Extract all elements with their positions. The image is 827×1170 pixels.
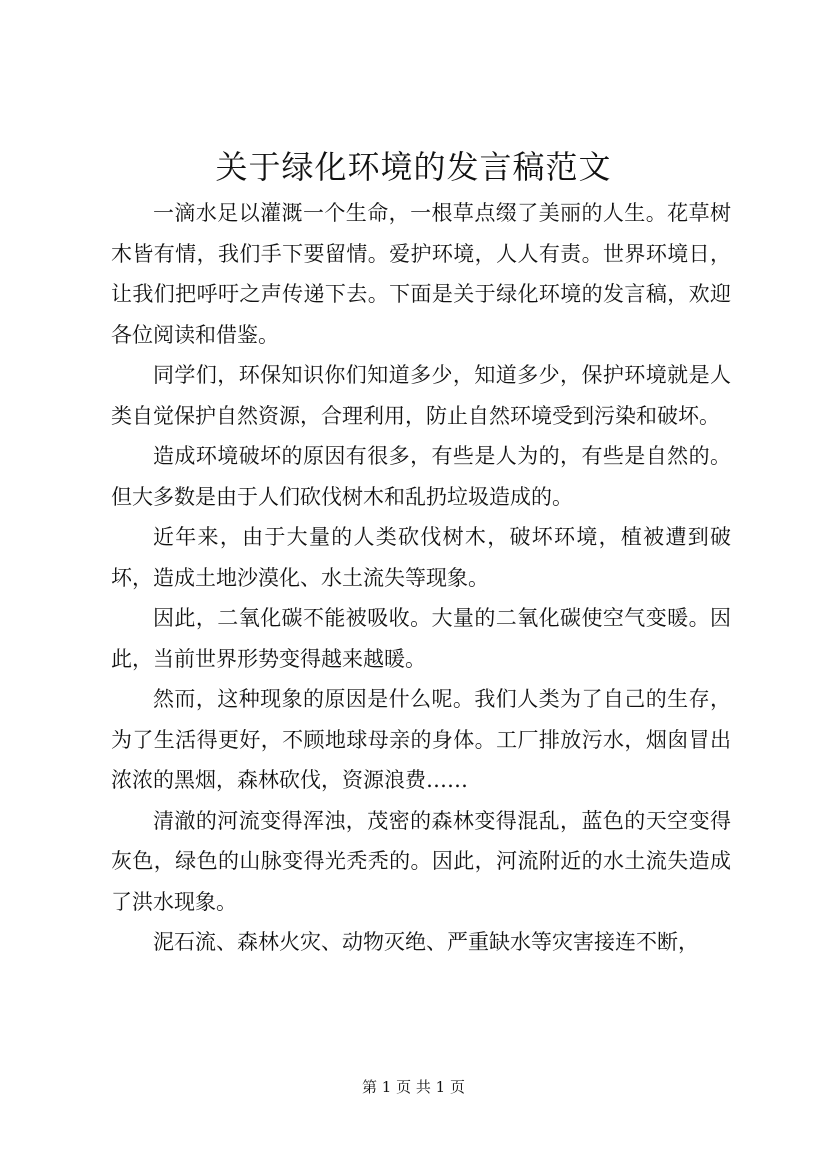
paragraph: 清澈的河流变得浑浊，茂密的森林变得混乱，蓝色的天空变得灰色，绿色的山脉变得光秃秃的。因此，河流附近的水土流失造成了洪水现象。	[111, 808, 731, 914]
paragraph: 造成环境破坏的原因有很多，有些是人为的，有些是自然的。但大多数是由于人们砍伐树木和乱扔垃圾造成的。	[111, 444, 731, 509]
page-number-footer: 第 1 页 共 1 页	[362, 1078, 465, 1096]
paragraph: 然而，这种现象的原因是什么呢。我们人类为了自己的生存，为了生活得更好，不顾地球母亲的身体。工厂排放污水，烟囱冒出浓浓的黑烟，森林砍伐，资源浪费……	[111, 687, 731, 792]
document-title: 关于绿化环境的发言稿范文	[215, 148, 612, 186]
paragraph: 近年来，由于大量的人类砍伐树木，破坏环境，植被遭到破坏，造成土地沙漠化、水土流失等现象。	[111, 525, 731, 590]
paragraph: 一滴水足以灌溉一个生命，一根草点缀了美丽的人生。花草树木皆有情，我们手下要留情。爱护环境，人人有责。世界环境日，让我们把呼吁之声传递下去。下面是关于绿化环境的发言稿，欢迎各位阅读和借鉴。	[111, 201, 731, 347]
paragraph: 因此，二氧化碳不能被吸收。大量的二氧化碳使空气变暖。因此，当前世界形势变得越来越暖。	[111, 606, 731, 671]
paragraph: 泥石流、森林火灾、动物灭绝、严重缺水等灾害接连不断，	[153, 930, 699, 954]
document-body	[111, 193, 731, 963]
paragraph: 同学们，环保知识你们知道多少，知道多少，保护环境就是人类自觉保护自然资源，合理利用，防止自然环境受到污染和破坏。	[111, 363, 731, 428]
